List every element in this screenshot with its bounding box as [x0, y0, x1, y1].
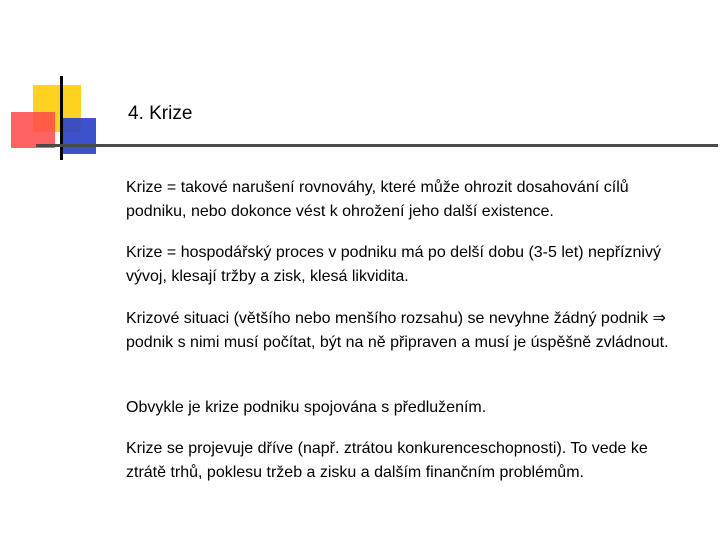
paragraph-manifestation: Krize se projevuje dříve (např. ztrátou konkurenceschopnosti). To vede ke ztrátě trhů, poklesu tržeb a zisku a dalším finančním problémům.: [126, 440, 648, 481]
paragraph-definition-1: [126, 176, 686, 224]
decor-vertical-line: [60, 76, 63, 160]
term-krize: Krize: [126, 179, 163, 196]
term-krize: Krize: [126, 244, 163, 261]
implies-arrow-icon: ⇒: [652, 310, 666, 327]
decor-red-square: [11, 112, 55, 148]
paragraph-crisis-situation: [126, 307, 686, 355]
paragraph-overindebtedness: Obvykle je krize podniku spojována s předlužením.: [126, 399, 487, 416]
decor-blue-square: [60, 118, 96, 154]
paragraph-text: = takové narušení rovnováhy, které může ohrozit dosahování cílů podniku, nebo dokonce vést k ohrožení jeho další existence.: [126, 179, 629, 220]
paragraph-definition-2: [126, 241, 686, 289]
slide-title: 4. Krize: [128, 103, 193, 124]
title-underline: [36, 144, 718, 147]
paragraph-text: podnik s nimi musí počítat, být na ně připraven a musí je úspěšně zvládnout.: [126, 334, 669, 351]
paragraph-text: = hospodářský proces v podniku má po delší dobu (3-5 let) nepříznivý vývoj, klesají tržby a zisk, klesá likvidita.: [126, 244, 661, 285]
paragraph-text: Krizové situaci (většího nebo menšího rozsahu) se nevyhne žádný podnik: [126, 310, 653, 327]
